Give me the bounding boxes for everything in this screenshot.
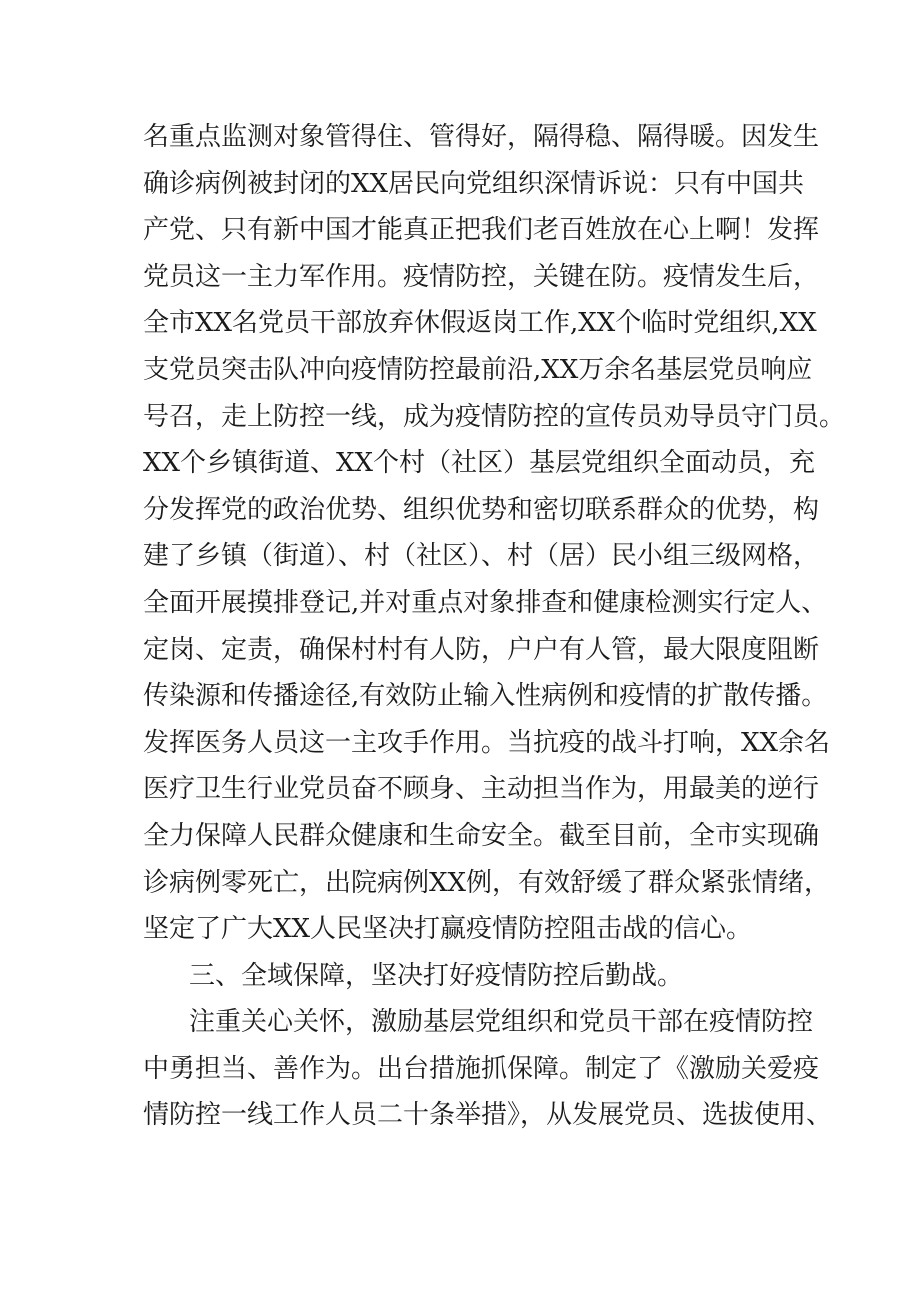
text-line: 全力保障人民群众健康和生命安全。截至目前，全市实现确 [143,820,820,851]
text-line: 情防控一线工作人员二十条举措》，从发展党员、选拔使用、 [143,1100,833,1131]
text-line: 分发挥党的政治优势、组织优势和密切联系群众的优势，构 [143,494,820,525]
text-line: 全面开展摸排登记,并对重点对象排查和健康检测实行定人、 [143,587,828,618]
text-line: 坚定了广大XX人民坚决打赢疫情防控阻击战的信心。 [143,914,753,945]
text-line: XX个乡镇街道、XX个村（社区）基层党组织全面动员，充 [143,448,816,479]
text-line: 发挥医务人员这一主攻手作用。当抗疫的战斗打响，XX余名 [143,727,831,758]
text-line: 确诊病例被封闭的XX居民向党组织深情诉说：只有中国共 [143,168,805,199]
text-line: 传染源和传播途径,有效防止输入性病例和疫情的扩散传播。 [143,681,828,712]
text-line: 产党、只有新中国才能真正把我们老百姓放在心上啊！发挥 [143,215,820,246]
text-line: 党员这一主力军作用。疫情防控，关键在防。疫情发生后， [143,261,820,292]
text-line: 诊病例零死亡，出院病例XX例，有效舒缓了群众紧张情绪， [143,867,831,898]
text-line: 建了乡镇（街道）、村（社区）、村（居）民小组三级网格， [143,541,820,572]
text-line: 支党员突击队冲向疫情防控最前沿,XX万余名基层党员响应 [143,354,813,385]
text-line: 名重点监测对象管得住、管得好，隔得稳、隔得暖。因发生 [143,122,820,152]
body-text [143,114,846,1139]
section-heading: 三、全域保障，坚决打好疫情防控后勤战。 [189,960,684,991]
text-line: 全市XX名党员干部放弃休假返岗工作,XX个临时党组织,XX [143,308,817,339]
paragraph-first-line: 注重关心关怀，激励基层党组织和党员干部在疫情防控 [189,1007,814,1038]
text-line: 医疗卫生行业党员奋不顾身、主动担当作为，用最美的逆行 [143,774,820,805]
text-line: 中勇担当、善作为。出台措施抓保障。制定了《激励关爱疫 [143,1053,820,1084]
text-line: 号召，走上防控一线，成为疫情防控的宣传员劝导员守门员。 [143,401,846,432]
text-line: 定岗、定责，确保村村有人防，户户有人管，最大限度阻断 [143,634,820,665]
